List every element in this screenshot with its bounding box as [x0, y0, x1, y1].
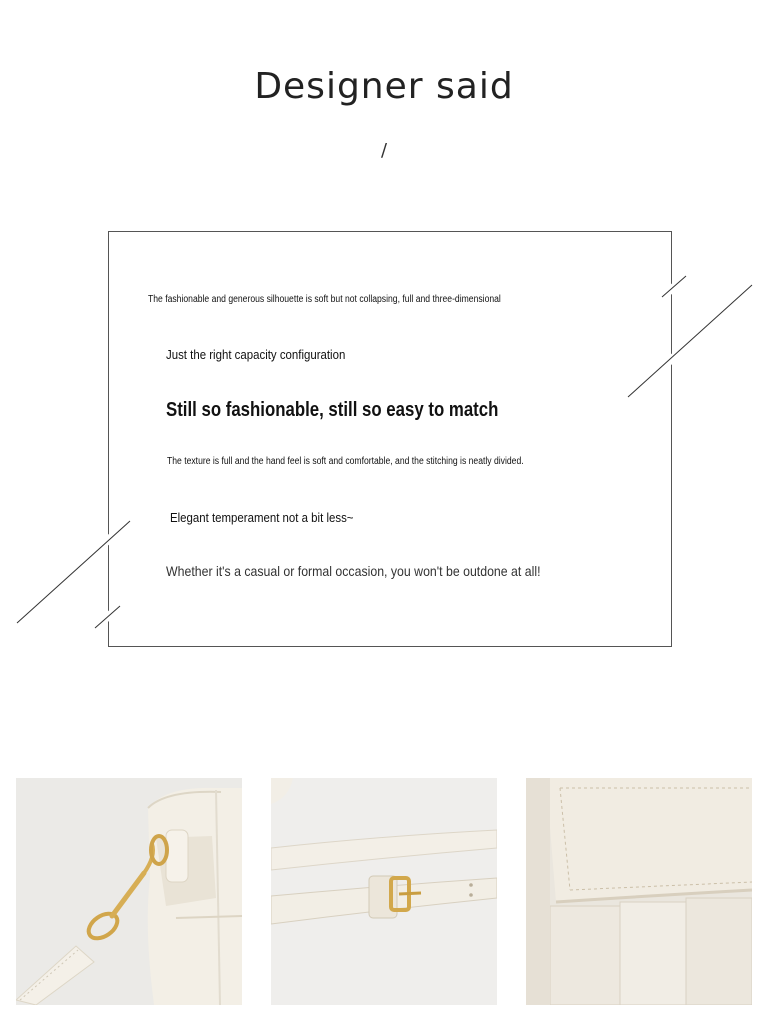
quote-line-1: The fashionable and generous silhouette is soft but not collapsing, full and three-dimensional	[148, 294, 501, 305]
diagonal-line-right-short	[662, 276, 686, 297]
quote-line-5: Elegant temperament not a bit less~	[170, 510, 354, 525]
strap-buckle-photo	[271, 778, 497, 1005]
quote-line-4: The texture is full and the hand feel is soft and comfortable, and the stitching is neatly divided.	[167, 456, 524, 467]
quote-line-2: Just the right capacity configuration	[166, 347, 346, 362]
bag-side-buckle-photo	[16, 778, 242, 1005]
quote-line-6: Whether it's a casual or formal occasion, you won't be outdone at all!	[166, 563, 541, 579]
line-mask-right	[630, 286, 752, 397]
quote-line-3: Still so fashionable, still so easy to match	[166, 399, 499, 421]
page-title: Designer said	[254, 66, 514, 107]
title-divider: /	[380, 140, 388, 161]
woven-flap-photo	[526, 778, 752, 1005]
diagonal-line-left-short	[95, 606, 120, 628]
diagonal-line-right	[628, 285, 752, 397]
